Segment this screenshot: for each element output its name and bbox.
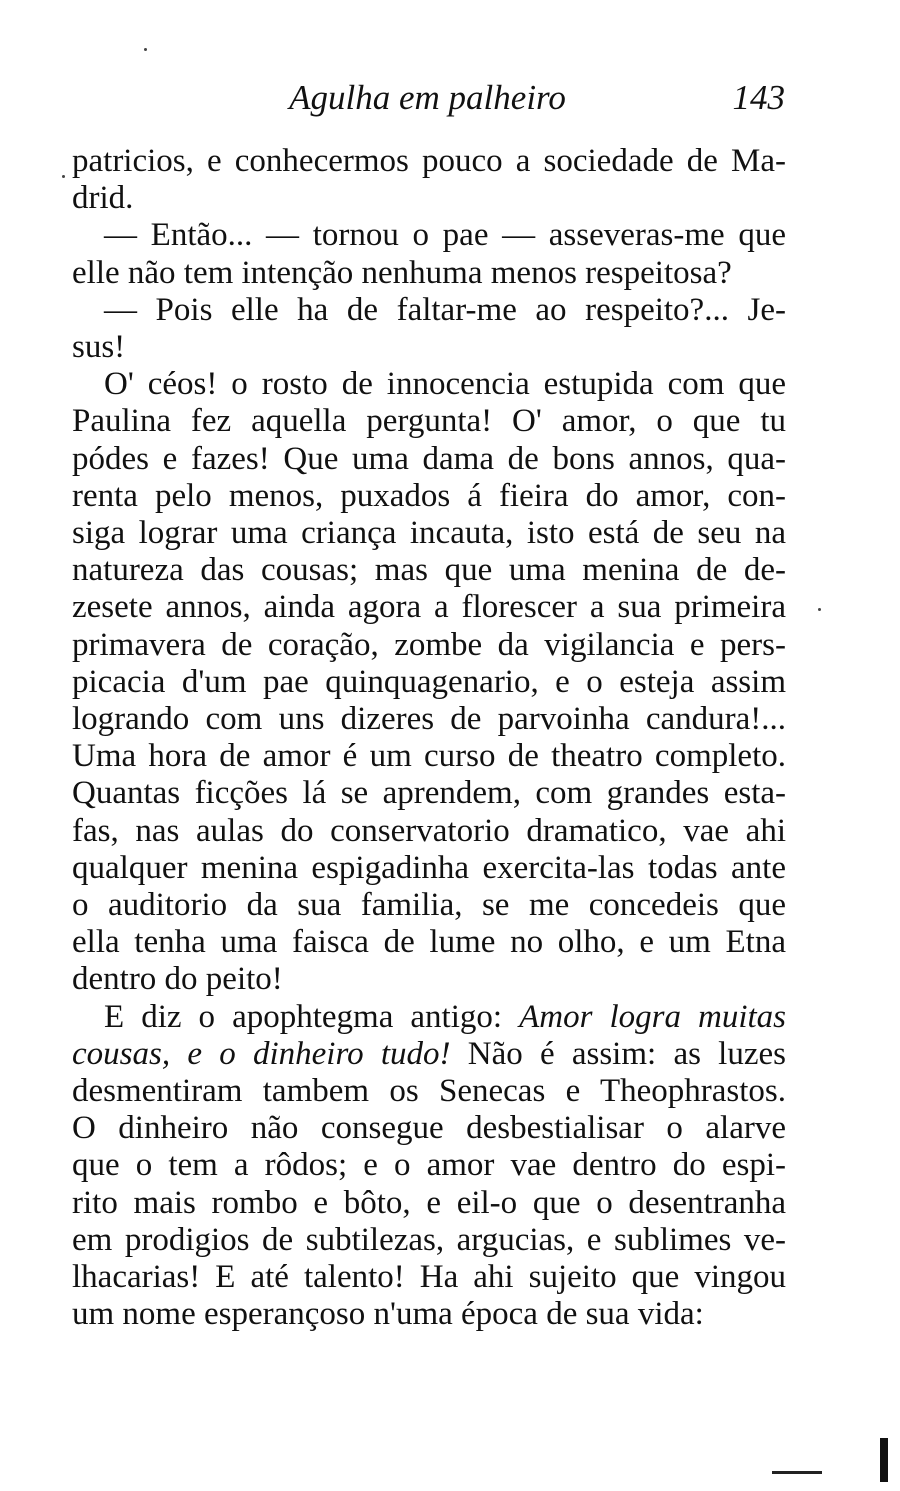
- running-title: Agulha em palheiro: [289, 78, 566, 117]
- text-line: [72, 1222, 786, 1259]
- paragraph: [72, 999, 786, 1334]
- text-run: desmentiram tambem os Senecas e Theophrastos.: [72, 1073, 786, 1110]
- page-number: 143: [732, 78, 785, 117]
- text-line: pódes e fazes! Que uma dama de bons annos, qua-: [72, 440, 786, 477]
- print-speck: [62, 175, 65, 178]
- text-line: [72, 1036, 786, 1073]
- text-line: Uma hora de amor é um curso de theatro completo.: [72, 738, 786, 775]
- footer-rule: [772, 1471, 822, 1474]
- text-line: — Então... — tornou o pae — asseveras-me que: [104, 217, 786, 254]
- text-line: [72, 1296, 786, 1333]
- text-line: qualquer menina espigadinha exercita-las todas ante: [72, 849, 786, 886]
- text-line: [72, 1259, 786, 1296]
- italic-text: Amor logra muitas: [519, 998, 786, 1035]
- text-line: [72, 1147, 786, 1184]
- text-run: em prodigios de subtilezas, argucias, e sublimes ve-: [72, 1221, 786, 1258]
- paragraph: [72, 292, 786, 366]
- paragraph: [72, 366, 786, 998]
- page-header: [70, 76, 785, 120]
- text-line: Quantas ficções lá se aprendem, com grandes esta-: [72, 775, 786, 812]
- text-line: zesete annos, ainda agora a florescer a sua primeira: [72, 589, 786, 626]
- text-run: E diz o apophtegma antigo:: [104, 998, 520, 1035]
- text-line: o auditorio da sua familia, se me concedeis que: [72, 887, 786, 924]
- print-speck: [144, 48, 147, 51]
- text-line: elle não tem intenção nenhuma menos respeitosa?: [72, 254, 732, 291]
- body-text: [72, 143, 786, 1334]
- text-run: O dinheiro não consegue desbestialisar o alarve: [72, 1110, 786, 1147]
- text-line: O' céos! o rosto de innocencia estupida com que: [104, 366, 786, 403]
- italic-text: cousas, e o dinheiro tudo!: [72, 1035, 451, 1072]
- text-line: renta pelo menos, puxados á fieira do amor, con-: [72, 477, 786, 514]
- text-line: [72, 1073, 786, 1110]
- text-run: lhacarias! E até talento! Ha ahi sujeito que vingou: [72, 1259, 786, 1296]
- text-line: [72, 999, 786, 1036]
- text-line: — Pois elle ha de faltar-me ao respeito?... Je-: [104, 291, 786, 328]
- text-line: Paulina fez aquella pergunta! O' amor, o que tu: [72, 403, 786, 440]
- text-line: natureza das cousas; mas que uma menina de de-: [72, 552, 786, 589]
- text-line: ella tenha uma faisca de lume no olho, e um Etna: [72, 924, 786, 961]
- text-line: primavera de coração, zombe da vigilancia e pers-: [72, 626, 786, 663]
- text-run: rito mais rombo e bôto, e eil-o que o desentranha: [72, 1184, 786, 1221]
- margin-mark: [880, 1438, 888, 1482]
- text-run: que o tem a rôdos; e o amor vae dentro do espi-: [72, 1147, 786, 1184]
- text-line: fas, nas aulas do conservatorio dramatico, vae ahi: [72, 812, 786, 849]
- text-run: um nome esperançoso n'uma época de sua vida:: [72, 1296, 704, 1333]
- paragraph: [72, 143, 786, 217]
- text-line: patricios, e conhecermos pouco a sociedade de Ma-: [72, 143, 786, 179]
- text-line: drid.: [72, 180, 134, 217]
- print-speck: [818, 608, 821, 611]
- text-line: picacia d'um pae quinquagenario, e o esteja assim: [72, 663, 786, 700]
- text-line: [72, 1110, 786, 1147]
- text-line: sus!: [72, 329, 126, 366]
- text-line: [72, 1185, 786, 1222]
- text-run: Não é assim: as luzes: [450, 1035, 786, 1072]
- text-line: siga lograr uma criança incauta, isto está de seu na: [72, 515, 786, 552]
- text-line: dentro do peito!: [72, 961, 283, 998]
- paragraph: [72, 217, 786, 291]
- text-line: logrando com uns dizeres de parvoinha candura!...: [72, 701, 786, 738]
